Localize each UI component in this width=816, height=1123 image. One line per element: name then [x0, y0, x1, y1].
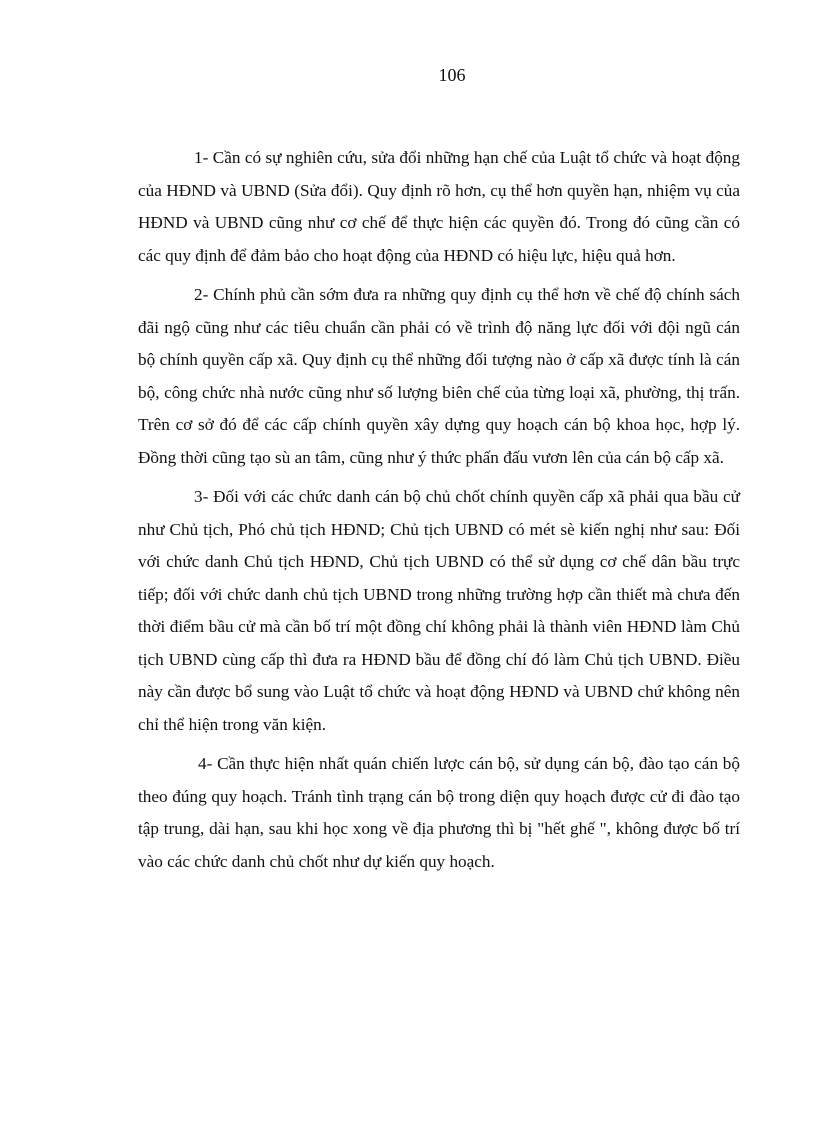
paragraph-recommendation-2: 2- Chính phủ cần sớm đưa ra những quy định cụ thể hơn về chế độ chính sách đãi ngộ cũng như các tiêu chuẩn cần phải có về trình độ năng lực đối với đội ngũ cán bộ chính quyền cấp xã. Quy định cụ thể những đối tượng nào ở cấp xã được tính là cán bộ, công chức nhà nước cũng như số lượng biên chế của từng loại xã, phường, thị trấn. Trên cơ sở đó để các cấp chính quyền xây dựng quy hoạch cán bộ khoa học, hợp lý. Đồng thời cũng tạo sù an tâm, cũng như ý thức phấn đấu vươn lên của cán bộ cấp xã. [138, 285, 740, 467]
paragraph-recommendation-3: 3- Đối với các chức danh cán bộ chủ chốt chính quyền cấp xã phải qua bầu cử như Chủ tịch, Phó chủ tịch HĐND; Chủ tịch UBND có mét sè kiến nghị như sau: Đối với chức danh Chủ tịch HĐND, Chủ tịch UBND có thể sử dụng cơ chế dân bầu trực tiếp; đối với chức danh chủ tịch UBND trong những trường hợp cần thiết mà chưa đến thời điểm bầu cử mà cần bố trí một đồng chí không phải là thành viên HĐND làm Chủ tịch UBND cùng cấp thì đưa ra HĐND bầu để đồng chí đó làm Chủ tịch UBND. Điều này cần được bổ sung vào Luật tổ chức và hoạt động HĐND và UBND chứ không nên chỉ thể hiện trong văn kiện. [138, 487, 740, 734]
paragraph-recommendation-1: 1- Cần có sự nghiên cứu, sửa đổi những hạn chế của Luật tổ chức và hoạt động của HĐND và UBND (Sửa đổi). Quy định rõ hơn, cụ thể hơn quyền hạn, nhiệm vụ của HĐND và UBND cũng như cơ chế để thực hiện các quyền đó. Trong đó cũng cần có các quy định để đảm bảo cho hoạt động của HĐND có hiệu lực, hiệu quả hơn. [138, 148, 740, 265]
paragraph-recommendation-4: 4- Cần thực hiện nhất quán chiến lược cán bộ, sử dụng cán bộ, đào tạo cán bộ theo đúng quy hoạch. Tránh tình trạng cán bộ trong diện quy hoạch được cử đi đào tạo tập trung, dài hạn, sau khi học xong về địa phương thì bị "hết ghế ", không được bố trí vào các chức danh chủ chốt như dự kiến quy hoạch. [138, 754, 740, 871]
page-number: 106 [438, 65, 466, 85]
body-text [138, 142, 740, 885]
